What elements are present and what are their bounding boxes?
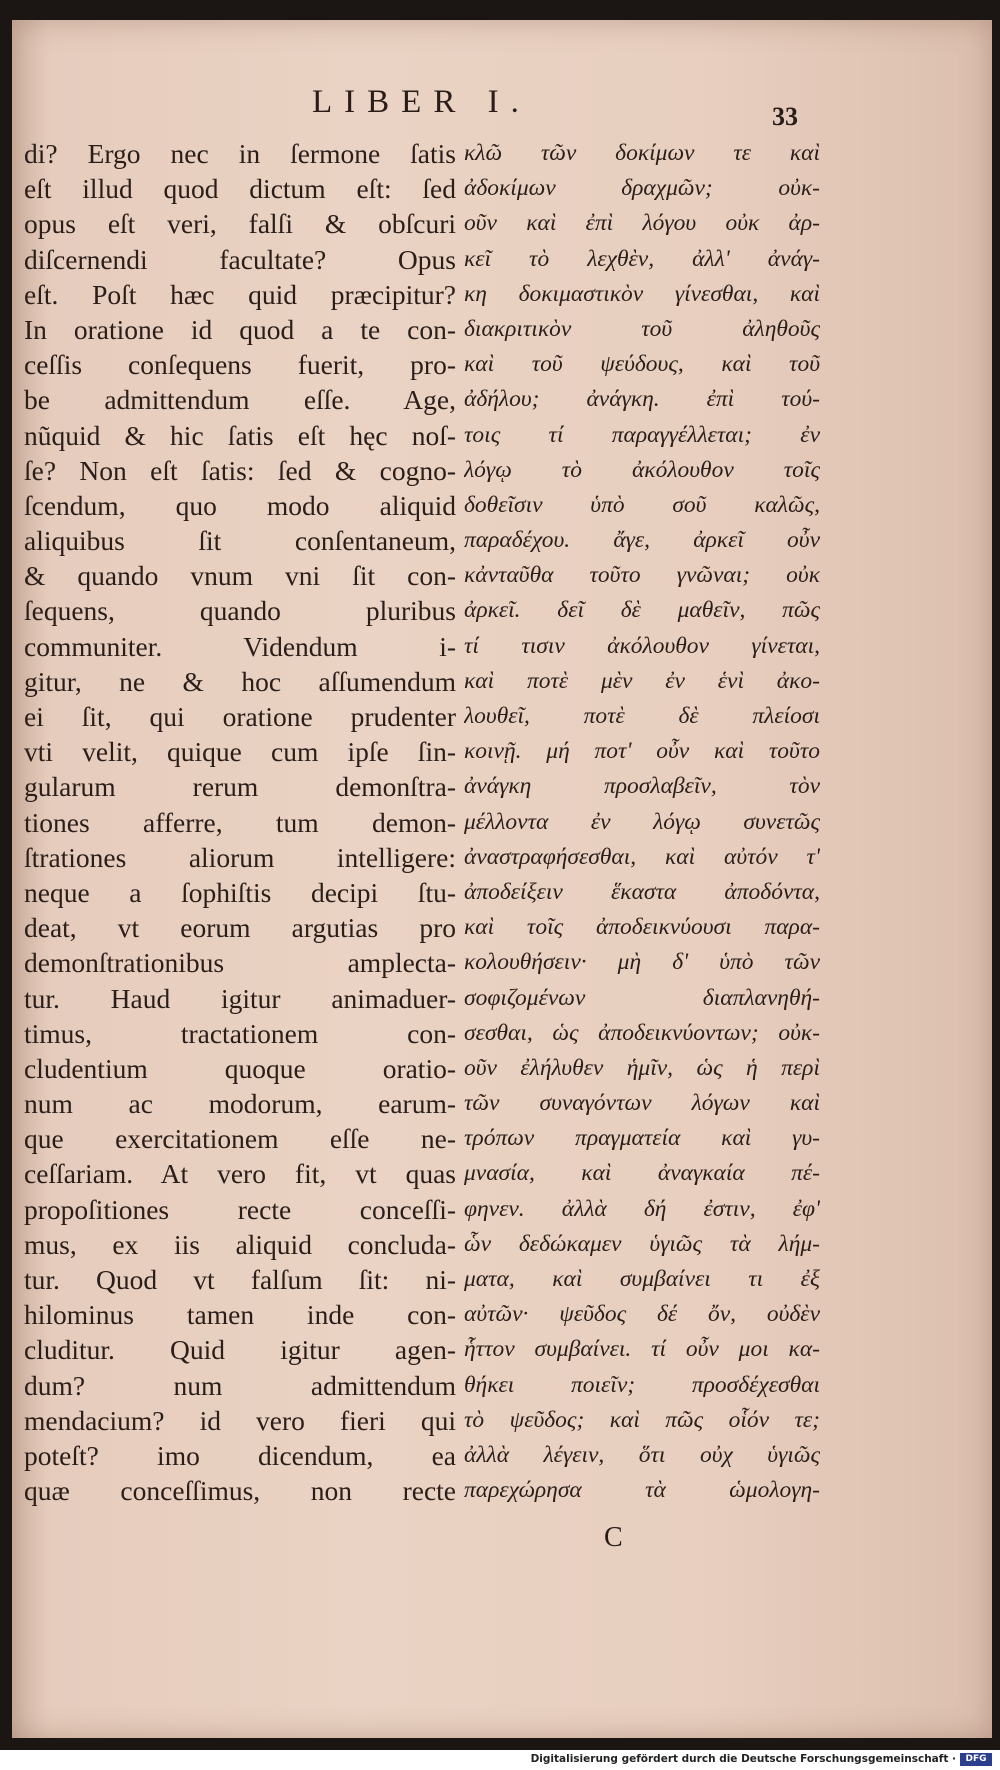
latin-text-line: di? Ergo nec in ſermone ſatis: [24, 138, 456, 169]
greek-column: [464, 136, 820, 1508]
running-head: LIBER I.: [312, 84, 531, 120]
latin-text-line: neque a ſophiſtis decipi ſtu-: [24, 876, 456, 908]
dfg-logo-icon: DFG: [960, 1753, 992, 1766]
greek-text-line: σοφιζομένων διαπλανηθή-: [464, 984, 820, 1011]
latin-text-line: demonſtrationibus amplecta-: [24, 947, 456, 979]
latin-text-line: gularum rerum demonſtra-: [24, 771, 456, 803]
greek-text-line: κη δοκιμαστικὸν γίνεσθαι, καὶ: [464, 280, 820, 307]
greek-text-line: διακριτικὸν τοῦ ἀληθοῦς: [464, 315, 820, 342]
latin-text-line: be admittendum eſſe. Age,: [24, 384, 456, 416]
latin-text-line: poteſt? imo dicendum, ea: [24, 1439, 456, 1471]
latin-text-line: que exercitationem eſſe ne-: [24, 1123, 456, 1155]
latin-text-line: ceſſariam. At vero fit, vt quas: [24, 1158, 456, 1190]
latin-column: [24, 136, 456, 1508]
greek-text-line: τοις τί παραγγέλλεται; ἐν: [464, 421, 820, 448]
greek-text-line: τρόπων πραγματεία καὶ γυ-: [464, 1125, 820, 1152]
latin-text-line: In oratione id quod a te con-: [24, 313, 456, 345]
latin-text-line: eſt. Poſt hæc quid præcipitur?: [24, 278, 456, 310]
signature-mark: C: [604, 1522, 623, 1553]
latin-text-line: ceſſis conſequens fuerit, pro-: [24, 349, 456, 381]
greek-text-line: καὶ τοῦ ψεύδους, καὶ τοῦ: [464, 351, 820, 378]
latin-text-line: & quando vnum vni ſit con-: [24, 560, 456, 592]
greek-text-line: ὧν δεδώκαμεν ὑγιῶς τὰ λήμ-: [464, 1230, 820, 1257]
latin-text-line: ſequens, quando pluribus: [24, 595, 456, 627]
greek-text-line: κλῶ τῶν δοκίμων τε καὶ: [464, 140, 820, 166]
latin-text-line: hilominus tamen inde con-: [24, 1299, 456, 1331]
greek-text-line: ἀδήλου; ἀνάγκη. ἐπὶ τού-: [464, 386, 820, 413]
latin-text-line: gitur, ne & hoc aſſumendum: [24, 665, 456, 697]
latin-text-line: ſcendum, quo modo aliquid: [24, 489, 456, 521]
greek-text-line: κεῖ τὸ λεχθὲν, ἀλλ' ἀνάγ-: [464, 245, 820, 272]
greek-text-line: δοθεῖσιν ὑπὸ σοῦ καλῶς,: [464, 491, 820, 518]
latin-text-line: tur. Haud igitur animaduer-: [24, 982, 456, 1014]
greek-text-line: φηνεν. ἀλλὰ δή ἐστιν, ἐφ': [464, 1195, 820, 1222]
greek-text-line: οῦν καὶ ἐπὶ λόγου οὐκ ἀρ-: [464, 210, 820, 237]
greek-text-line: λόγῳ τὸ ἀκόλουθον τοῖς: [464, 456, 820, 483]
greek-text-line: κολουθήσειν· μὴ δ' ὑπὸ τῶν: [464, 949, 820, 976]
greek-text-line: καὶ ποτὲ μὲν ἐν ἑνὶ ἀκο-: [464, 667, 820, 694]
greek-text-line: ἀναστραφήσεσθαι, καὶ αὐτόν τ': [464, 843, 820, 870]
greek-text-line: ἀδοκίμων δραχμῶν; οὐκ-: [464, 175, 820, 202]
greek-text-line: ἀνάγκη προσλαβεῖν, τὸν: [464, 773, 820, 800]
digitization-footer: [0, 1750, 1000, 1770]
latin-text-line: ei ſit, qui oratione prudenter: [24, 701, 456, 732]
latin-text-line: timus, tractationem con-: [24, 1017, 456, 1049]
greek-text-line: οῦν ἐλήλυθεν ἡμῖν, ὡς ἡ περὶ: [464, 1054, 820, 1081]
greek-text-line: ἧττον συμβαίνει. τί οὖν μοι κα-: [464, 1336, 820, 1363]
latin-text-line: diſcernendi facultate? Opus: [24, 243, 456, 275]
greek-text-line: κἀνταῦθα τοῦτο γνῶναι; οὐκ: [464, 562, 820, 589]
latin-text-line: nũquid & hic ſatis eſt hęc noſ-: [24, 419, 456, 451]
funding-credit: Digitalisierung gefördert durch die Deutsche Forschungsgemeinschaft ·: [530, 1753, 956, 1765]
latin-text-line: vti velit, quique cum ipſe ſin-: [24, 736, 456, 768]
greek-text-line: τί τισιν ἀκόλουθον γίνεται,: [464, 632, 820, 659]
greek-text-line: ἀποδείξειν ἕκαστα ἀποδόντα,: [464, 878, 820, 905]
latin-text-line: propoſitiones recte conceſſi-: [24, 1193, 456, 1225]
latin-text-line: opus eſt veri, falſi & obſcuri: [24, 208, 456, 240]
greek-text-line: ἀλλὰ λέγειν, ὅτι οὐχ ὑγιῶς: [464, 1441, 820, 1468]
latin-text-line: tur. Quod vt falſum ſit: ni-: [24, 1264, 456, 1295]
latin-text-line: num ac modorum, earum-: [24, 1088, 456, 1120]
latin-text-line: cludentium quoque oratio-: [24, 1052, 456, 1084]
greek-text-line: αὐτῶν· ψεῦδος δέ ὄν, οὐδὲν: [464, 1301, 820, 1328]
latin-text-line: tiones afferre, tum demon-: [24, 806, 456, 838]
greek-text-line: τὸ ψεῦδος; καὶ πῶς οἷόν τε;: [464, 1406, 820, 1433]
latin-text-line: aliquibus ſit conſentaneum,: [24, 525, 456, 557]
greek-text-line: μνασία, καὶ ἀναγκαία πέ-: [464, 1160, 820, 1187]
latin-text-line: communiter. Videndum i-: [24, 630, 456, 662]
greek-text-line: μέλλοντα ἐν λόγῳ συνετῶς: [464, 808, 820, 835]
greek-text-line: ματα, καὶ συμβαίνει τι ἐξ: [464, 1266, 820, 1292]
greek-text-line: ἀρκεῖ. δεῖ δὲ μαθεῖν, πῶς: [464, 597, 820, 624]
greek-text-line: παρεχώρησα τὰ ὡμολογη-: [464, 1477, 820, 1504]
latin-text-line: ſe? Non eſt ſatis: ſed & cogno-: [24, 454, 456, 486]
book-page: [12, 20, 992, 1738]
greek-text-line: παραδέχου. ἄγε, ἀρκεῖ οὖν: [464, 527, 820, 554]
latin-text-line: quæ conceſſimus, non recte: [24, 1475, 456, 1507]
greek-text-line: σεσθαι, ὡς ἀποδεικνύοντων; οὐκ-: [464, 1019, 820, 1046]
latin-text-line: eſt illud quod dictum eſt: ſed: [24, 173, 456, 205]
latin-text-line: cluditur. Quid igitur agen-: [24, 1334, 456, 1366]
latin-text-line: mendacium? id vero fieri qui: [24, 1404, 456, 1436]
latin-text-line: ſtrationes aliorum intelligere:: [24, 841, 456, 873]
greek-text-line: κοινῇ. μή ποτ' οὖν καὶ τοῦτο: [464, 738, 820, 765]
latin-text-line: dum? num admittendum: [24, 1369, 456, 1401]
greek-text-line: θήκει ποιεῖν; προσδέχεσθαι: [464, 1371, 820, 1398]
greek-text-line: λουθεῖ, ποτὲ δὲ πλείοσι: [464, 703, 820, 729]
page-number: 33: [772, 102, 798, 131]
greek-text-line: καὶ τοῖς ἀποδεικνύουσι παρα-: [464, 914, 820, 941]
latin-text-line: mus, ex iis aliquid concluda-: [24, 1228, 456, 1260]
latin-text-line: deat, vt eorum argutias pro: [24, 912, 456, 944]
greek-text-line: τῶν συναγόντων λόγων καὶ: [464, 1090, 820, 1117]
